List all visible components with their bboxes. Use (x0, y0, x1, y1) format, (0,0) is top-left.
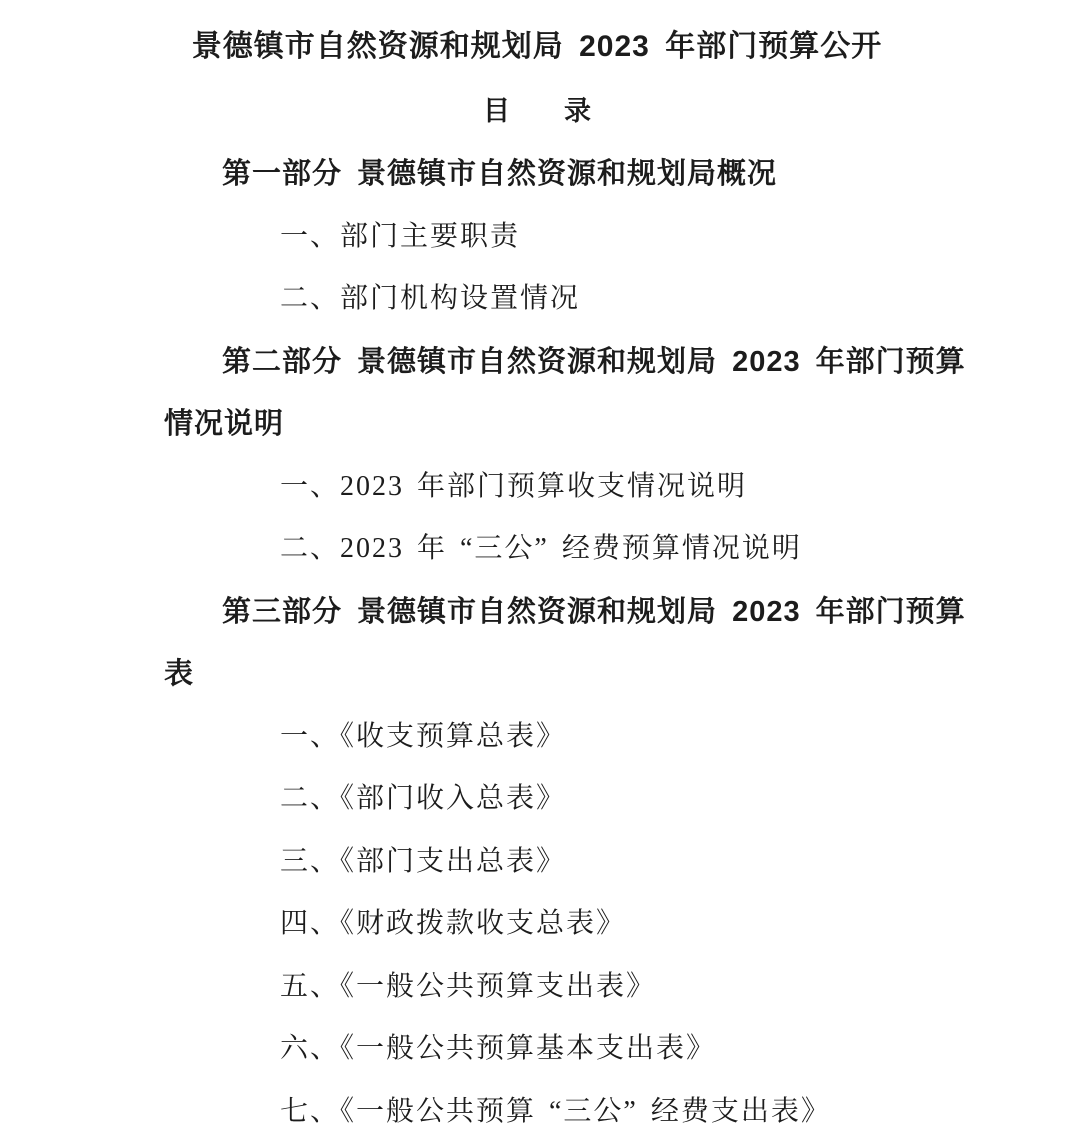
section3-item-3: 三、《部门支出总表》 (280, 846, 567, 877)
toc-heading-char-left: 目 (483, 96, 510, 126)
section3-item-6: 六、《一般公共预算基本支出表》 (280, 1033, 717, 1064)
toc-heading (0, 97, 1074, 127)
section3-item-4: 四、《财政拨款收支总表》 (280, 908, 627, 939)
section2-heading-line2: 情况说明 (164, 408, 285, 440)
section1-item-2: 二、部门机构设置情况 (280, 283, 581, 314)
section3-item-2: 二、《部门收入总表》 (280, 783, 567, 814)
toc-heading-char-right: 录 (564, 96, 591, 126)
section1-heading: 第一部分 景德镇市自然资源和规划局概况 (222, 158, 778, 190)
section3-item-5: 五、《一般公共预算支出表》 (280, 971, 657, 1002)
section3-item-7: 七、《一般公共预算 “三公” 经费支出表》 (280, 1096, 831, 1127)
section2-item-1: 一、2023 年部门预算收支情况说明 (280, 471, 748, 502)
section3-heading-line1: 第三部分 景德镇市自然资源和规划局 2023 年部门预算 (222, 596, 966, 628)
section2-item-2: 二、2023 年 “三公” 经费预算情况说明 (280, 533, 802, 564)
section3-item-1: 一、《收支预算总表》 (280, 721, 567, 752)
page-title: 景德镇市自然资源和规划局 2023 年部门预算公开 (191, 30, 883, 63)
section3-heading-line2: 表 (164, 658, 195, 690)
section1-item-1: 一、部门主要职责 (280, 221, 521, 252)
section2-heading-line1: 第二部分 景德镇市自然资源和规划局 2023 年部门预算 (222, 346, 966, 378)
